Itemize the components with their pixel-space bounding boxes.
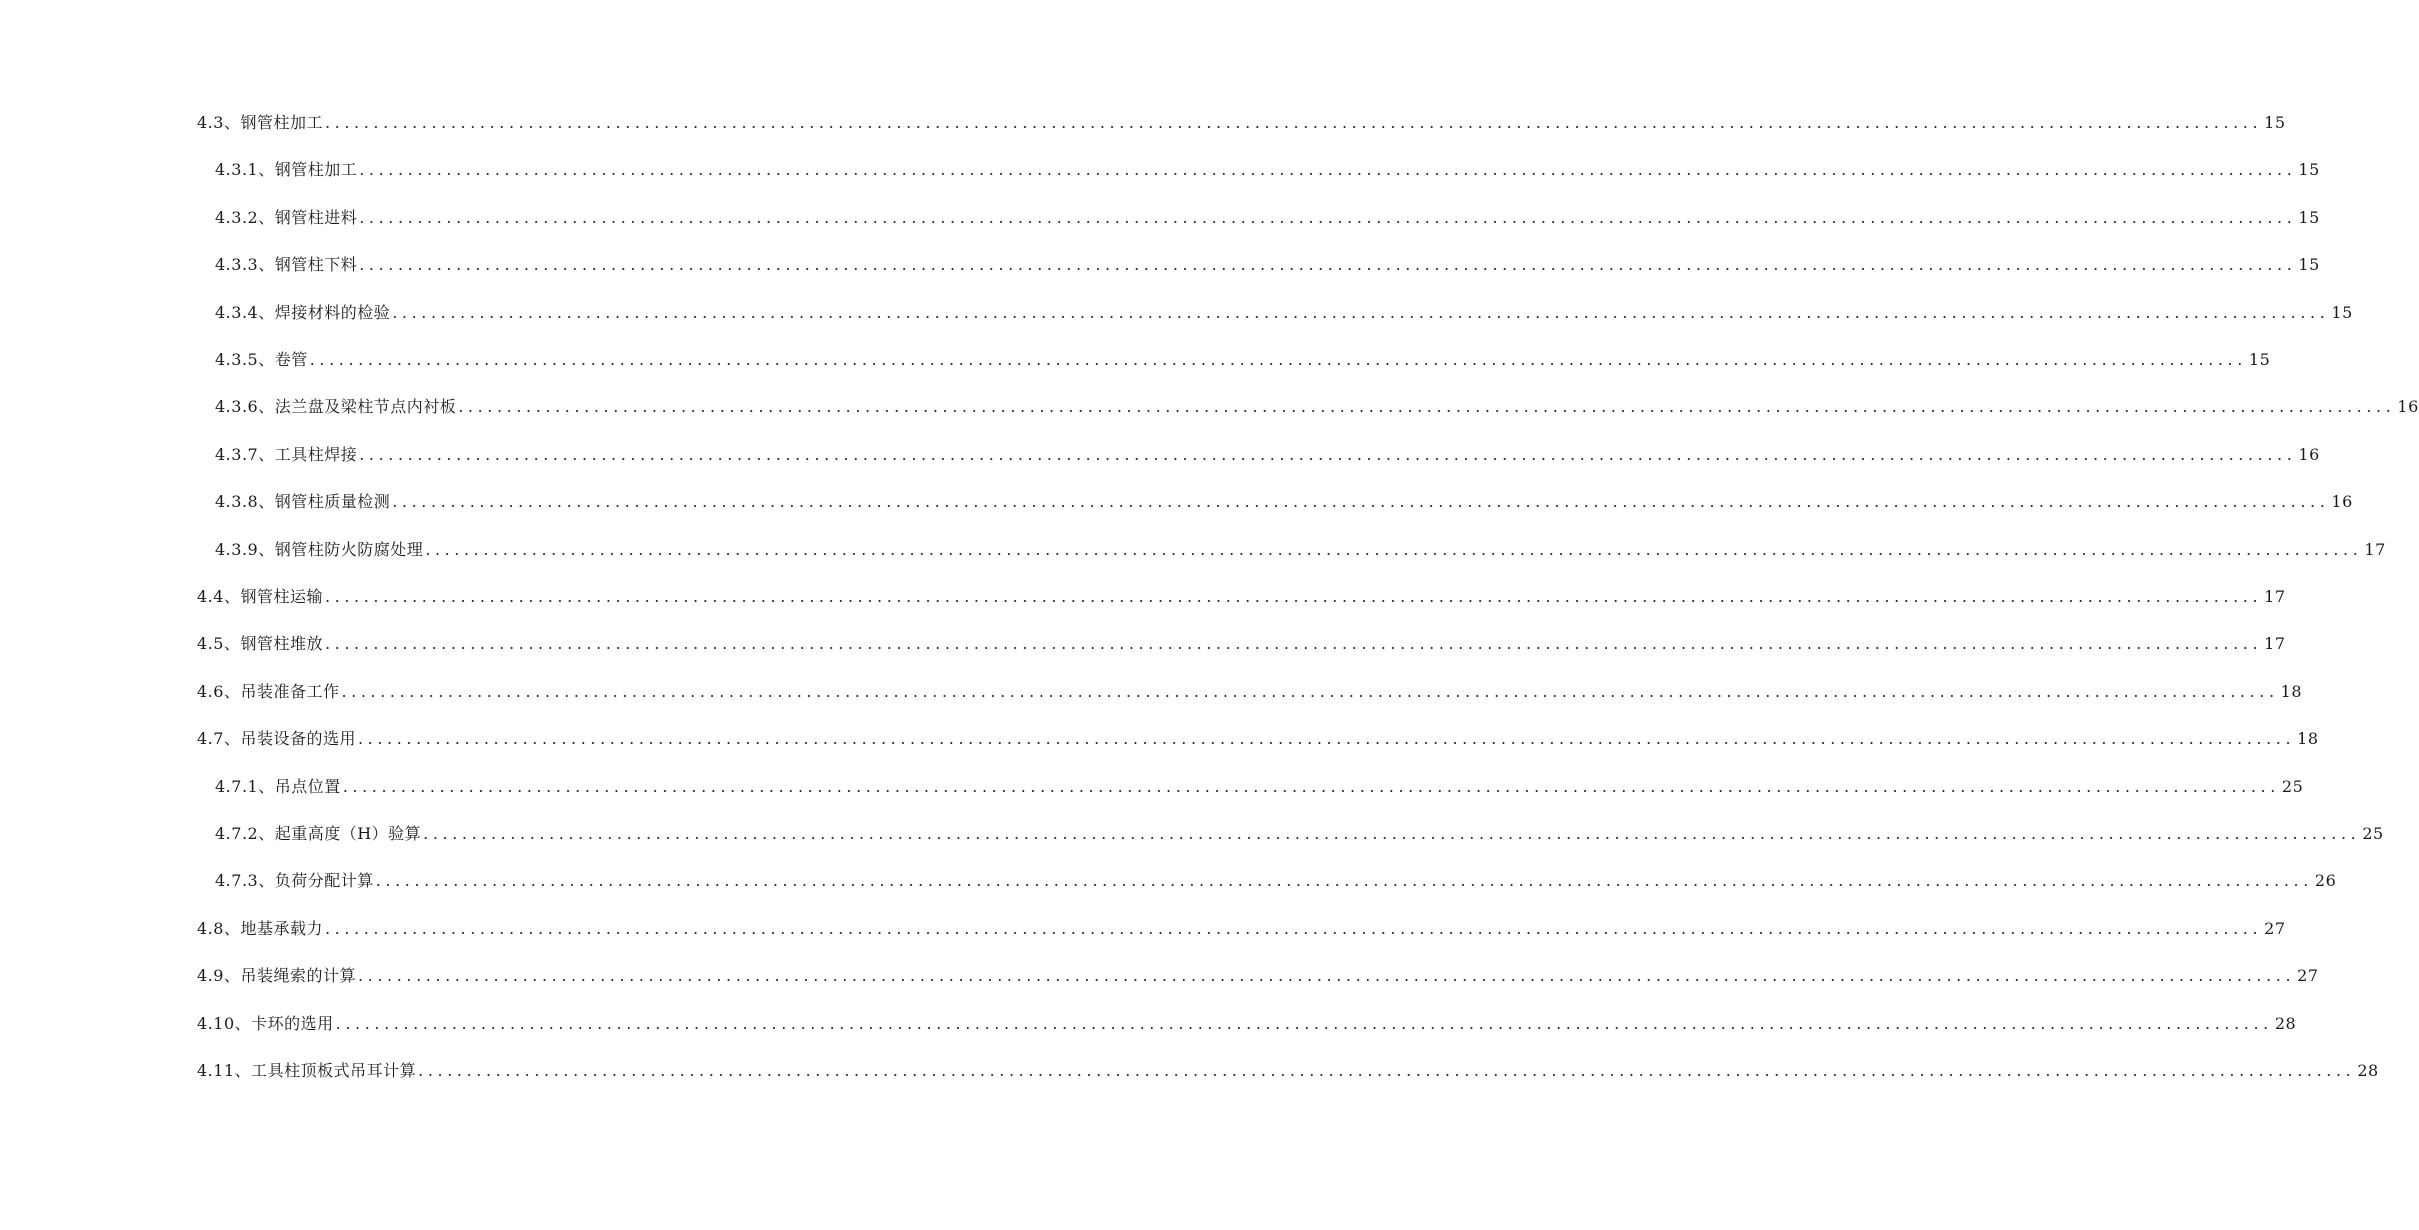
toc-entry-page-number: 25 [2362, 824, 2384, 843]
toc-entry-page-number: 16 [2397, 397, 2419, 416]
toc-entry[interactable] [215, 441, 2320, 469]
toc-entry[interactable] [197, 915, 2286, 943]
toc-entry-label: 4.3.8、钢管柱质量检测 [215, 492, 391, 511]
toc-entry-label: 4.6、吊装准备工作 [197, 682, 340, 701]
toc-entry-page-number: 15 [2331, 303, 2353, 322]
toc-entry[interactable] [197, 725, 2319, 753]
toc-entry-label: 4.3.6、法兰盘及梁柱节点内衬板 [215, 397, 457, 416]
toc-dot-leader: ........................................................................................................................................................................................................ [392, 303, 2330, 322]
toc-entry[interactable] [197, 630, 2286, 658]
toc-entry-label: 4.3.4、焊接材料的检验 [215, 303, 391, 322]
toc-entry-page-number: 15 [2298, 208, 2320, 227]
toc-entry-label: 4.3.5、卷管 [215, 350, 308, 369]
toc-dot-leader: ........................................................................................................................................................................................................ [342, 777, 2280, 796]
toc-entry-label: 4.7.1、吊点位置 [215, 777, 341, 796]
toc-entry-label: 4.3.7、工具柱焊接 [215, 445, 358, 464]
toc-dot-leader: ........................................................................................................................................................................................................ [324, 113, 2263, 132]
toc-entry[interactable] [215, 204, 2320, 232]
toc-entry-label: 4.7、吊装设备的选用 [197, 729, 356, 748]
toc-dot-leader: ........................................................................................................................................................................................................ [359, 445, 2297, 464]
toc-entry[interactable] [215, 251, 2320, 279]
toc-entry[interactable] [215, 346, 2271, 374]
toc-entry-label: 4.3.2、钢管柱进料 [215, 208, 358, 227]
toc-dot-leader: ........................................................................................................................................................................................................ [324, 919, 2263, 938]
toc-entry-page-number: 16 [2298, 445, 2320, 464]
toc-entry-page-number: 28 [2357, 1061, 2379, 1080]
toc-entry[interactable] [215, 867, 2337, 895]
toc-entry[interactable] [197, 1057, 2379, 1085]
toc-entry-label: 4.11、工具柱顶板式吊耳计算 [197, 1061, 417, 1080]
toc-dot-leader: ........................................................................................................................................................................................................ [375, 871, 2313, 890]
toc-dot-leader: ........................................................................................................................................................................................................ [425, 540, 2363, 559]
toc-dot-leader: ........................................................................................................................................................................................................ [423, 824, 2361, 843]
toc-entry-page-number: 15 [2264, 113, 2286, 132]
toc-entry-label: 4.3.1、钢管柱加工 [215, 160, 358, 179]
toc-entry[interactable] [215, 299, 2353, 327]
toc-entry[interactable] [215, 393, 2419, 421]
toc-entry-label: 4.4、钢管柱运输 [197, 587, 323, 606]
toc-entry[interactable] [197, 583, 2286, 611]
toc-entry-page-number: 15 [2298, 255, 2320, 274]
toc-entry-label: 4.3.9、钢管柱防火防腐处理 [215, 540, 424, 559]
toc-entry-page-number: 17 [2364, 540, 2386, 559]
toc-entry-page-number: 26 [2314, 871, 2337, 890]
toc-entry-page-number: 18 [2297, 729, 2319, 748]
toc-entry-page-number: 27 [2264, 919, 2286, 938]
toc-entry-page-number: 27 [2297, 966, 2319, 985]
toc-entry[interactable] [215, 488, 2353, 516]
toc-dot-leader: ........................................................................................................................................................................................................ [418, 1061, 2356, 1080]
toc-entry[interactable] [197, 109, 2286, 137]
toc-entry-label: 4.10、卡环的选用 [197, 1014, 334, 1033]
toc-dot-leader: ........................................................................................................................................................................................................ [341, 682, 2279, 701]
toc-entry-page-number: 28 [2274, 1014, 2297, 1033]
toc-entry-page-number: 15 [2298, 160, 2320, 179]
toc-dot-leader: ........................................................................................................................................................................................................ [324, 587, 2263, 606]
toc-dot-leader: ........................................................................................................................................................................................................ [458, 397, 2396, 416]
toc-entry[interactable] [197, 1010, 2297, 1038]
toc-entry[interactable] [215, 820, 2384, 848]
toc-dot-leader: ........................................................................................................................................................................................................ [392, 492, 2330, 511]
toc-dot-leader: ........................................................................................................................................................................................................ [359, 208, 2297, 227]
toc-entry[interactable] [197, 962, 2319, 990]
toc-dot-leader: ........................................................................................................................................................................................................ [335, 1014, 2273, 1033]
toc-entry-page-number: 16 [2331, 492, 2353, 511]
toc-entry-label: 4.7.3、负荷分配计算 [215, 871, 374, 890]
toc-entry[interactable] [215, 773, 2304, 801]
toc-entry-label: 4.3.3、钢管柱下料 [215, 255, 358, 274]
toc-entry-label: 4.9、吊装绳索的计算 [197, 966, 356, 985]
toc-entry-page-number: 25 [2281, 777, 2304, 796]
toc-entry-label: 4.5、钢管柱堆放 [197, 634, 323, 653]
toc-dot-leader: ........................................................................................................................................................................................................ [359, 255, 2297, 274]
toc-entry-label: 4.3、钢管柱加工 [197, 113, 323, 132]
toc-entry-page-number: 18 [2280, 682, 2302, 701]
toc-entry-page-number: 17 [2264, 587, 2286, 606]
toc-dot-leader: ........................................................................................................................................................................................................ [324, 634, 2263, 653]
toc-entry-label: 4.8、地基承载力 [197, 919, 323, 938]
toc-entry[interactable] [197, 678, 2302, 706]
toc-entry[interactable] [215, 536, 2386, 564]
toc-dot-leader: ........................................................................................................................................................................................................ [309, 350, 2247, 369]
toc-dot-leader: ........................................................................................................................................................................................................ [357, 966, 2296, 985]
toc-entry[interactable] [215, 156, 2320, 184]
toc-entry-label: 4.7.2、起重高度（H）验算 [215, 824, 422, 843]
toc-dot-leader: ........................................................................................................................................................................................................ [357, 729, 2296, 748]
toc-dot-leader: ........................................................................................................................................................................................................ [359, 160, 2297, 179]
toc-entry-page-number: 15 [2248, 350, 2271, 369]
toc-entry-page-number: 17 [2264, 634, 2286, 653]
